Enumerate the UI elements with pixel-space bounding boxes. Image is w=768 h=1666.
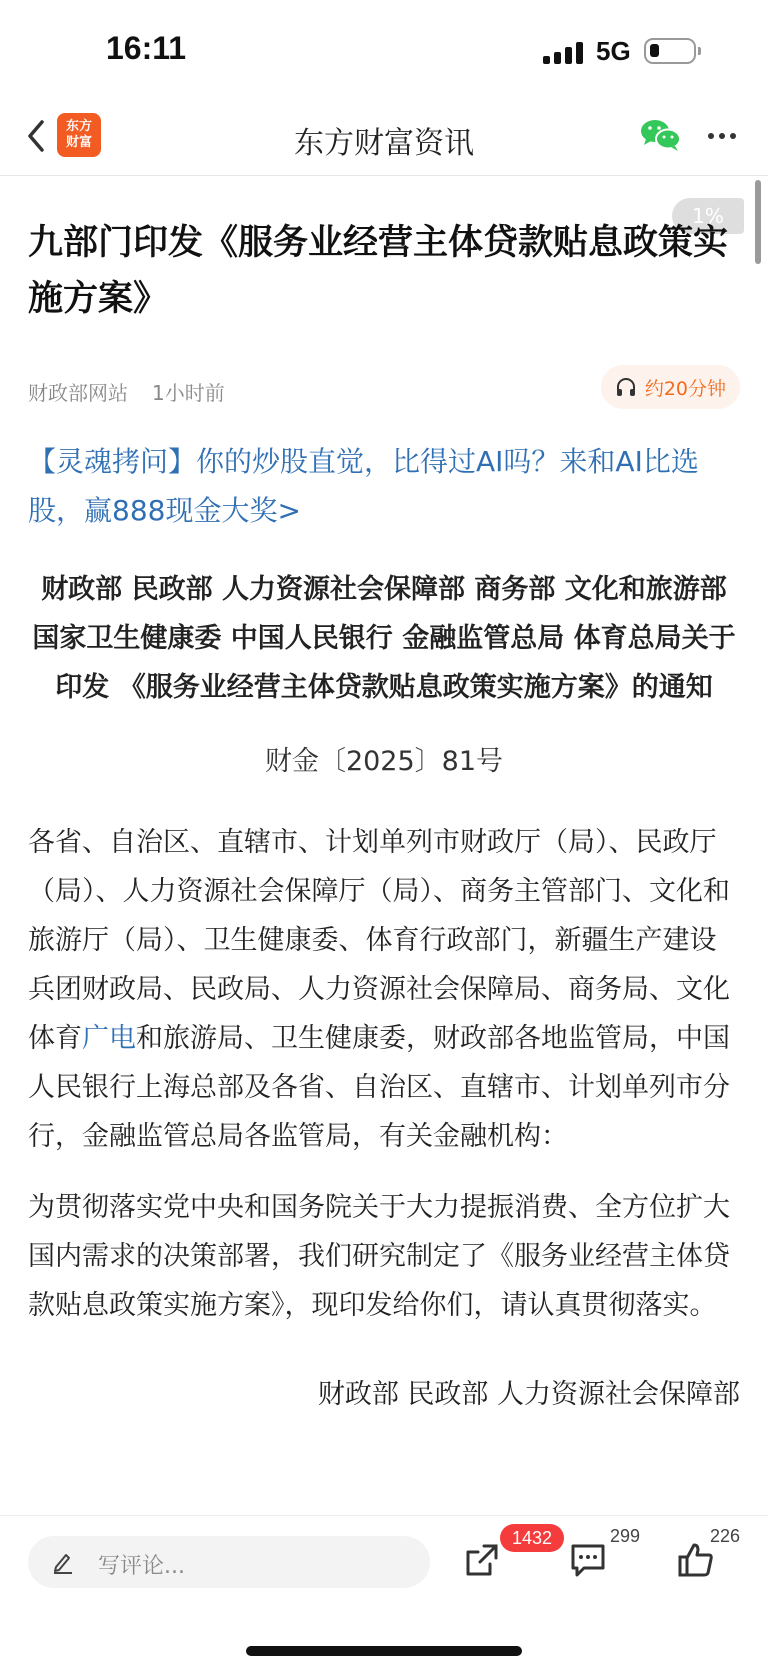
promo-link[interactable]: 【灵魂拷问】你的炒股直觉，比得过AI吗？来和AI比选股，赢888现金大奖> — [28, 445, 699, 527]
share-badge: 1432 — [500, 1524, 564, 1552]
paragraph-text: 各省、自治区、直辖市、计划单列市财政厅（局）、民政厅（局）、人力资源社会保障厅（局）、商务主管部门、文化和旅游厅（局）、卫生健康委、体育行政部门，新疆生产建设兵团财政局、民政局、人力资源社会保障局、商务局、文化体育 — [28, 827, 730, 1054]
logo-text: 东方 财富 — [65, 119, 92, 150]
reading-progress: 1% — [672, 198, 744, 234]
status-time: 16:11 — [106, 30, 187, 66]
comment-placeholder: 写评论... — [98, 1554, 185, 1579]
like-count: 226 — [710, 1526, 741, 1546]
battery-icon — [644, 38, 696, 64]
share-icon — [462, 1540, 502, 1580]
stock-link[interactable]: 广电 — [82, 1023, 136, 1054]
article-time: 1小时前 — [152, 381, 225, 405]
signal-icon — [543, 42, 585, 64]
comment-count: 299 — [610, 1526, 641, 1546]
wechat-icon[interactable] — [640, 117, 682, 153]
scrollbar[interactable] — [755, 180, 761, 264]
headphones-icon — [615, 376, 637, 398]
nav-bar — [0, 100, 768, 176]
share-button[interactable] — [462, 1540, 502, 1580]
comment-icon — [568, 1540, 608, 1580]
bottom-bar — [0, 1515, 768, 1666]
audio-button[interactable] — [601, 365, 740, 409]
network-type: 5G — [596, 36, 631, 66]
pen-icon — [50, 1549, 76, 1575]
article-meta — [28, 365, 740, 415]
document-number: 财金〔2025〕81号 — [264, 746, 504, 777]
paragraph-text: 和旅游局、卫生健康委，财政部各地监管局，中国人民银行上海总部及各省、自治区、直辖市、计划单列市分行，金融监管总局各监管局，有关金融机构： — [28, 1023, 730, 1152]
status-bar — [0, 0, 768, 100]
audio-duration: 约20分钟 — [644, 377, 726, 400]
article-source[interactable]: 财政部网站 — [28, 381, 128, 405]
comments-button[interactable] — [568, 1540, 608, 1580]
article-paragraph: 为贯彻落实党中央和国务院关于大力提振消费、全方位扩大国内需求的决策部署，我们研究制定了《服务业经营主体贷款贴息政策实施方案》，现印发给你们，请认真贯彻落实。 — [28, 1192, 730, 1321]
article-paragraph — [28, 818, 740, 1161]
document-heading: 财政部 民政部 人力资源社会保障部 商务部 文化和旅游部 国家卫生健康委 中国人民银行 金融监管总局 体育总局关于印发 《服务业经营主体贷款贴息政策实施方案》的通知 — [32, 574, 736, 703]
article-content — [28, 215, 740, 1419]
home-indicator[interactable] — [246, 1646, 522, 1656]
nav-title: 东方财富资讯 — [294, 126, 474, 161]
more-icon[interactable] — [706, 124, 738, 148]
comment-input[interactable] — [28, 1536, 430, 1588]
signature-line: 财政部 民政部 人力资源社会保障部 — [317, 1379, 740, 1410]
article-title: 九部门印发《服务业经营主体贷款贴息政策实施方案》 — [28, 223, 729, 319]
